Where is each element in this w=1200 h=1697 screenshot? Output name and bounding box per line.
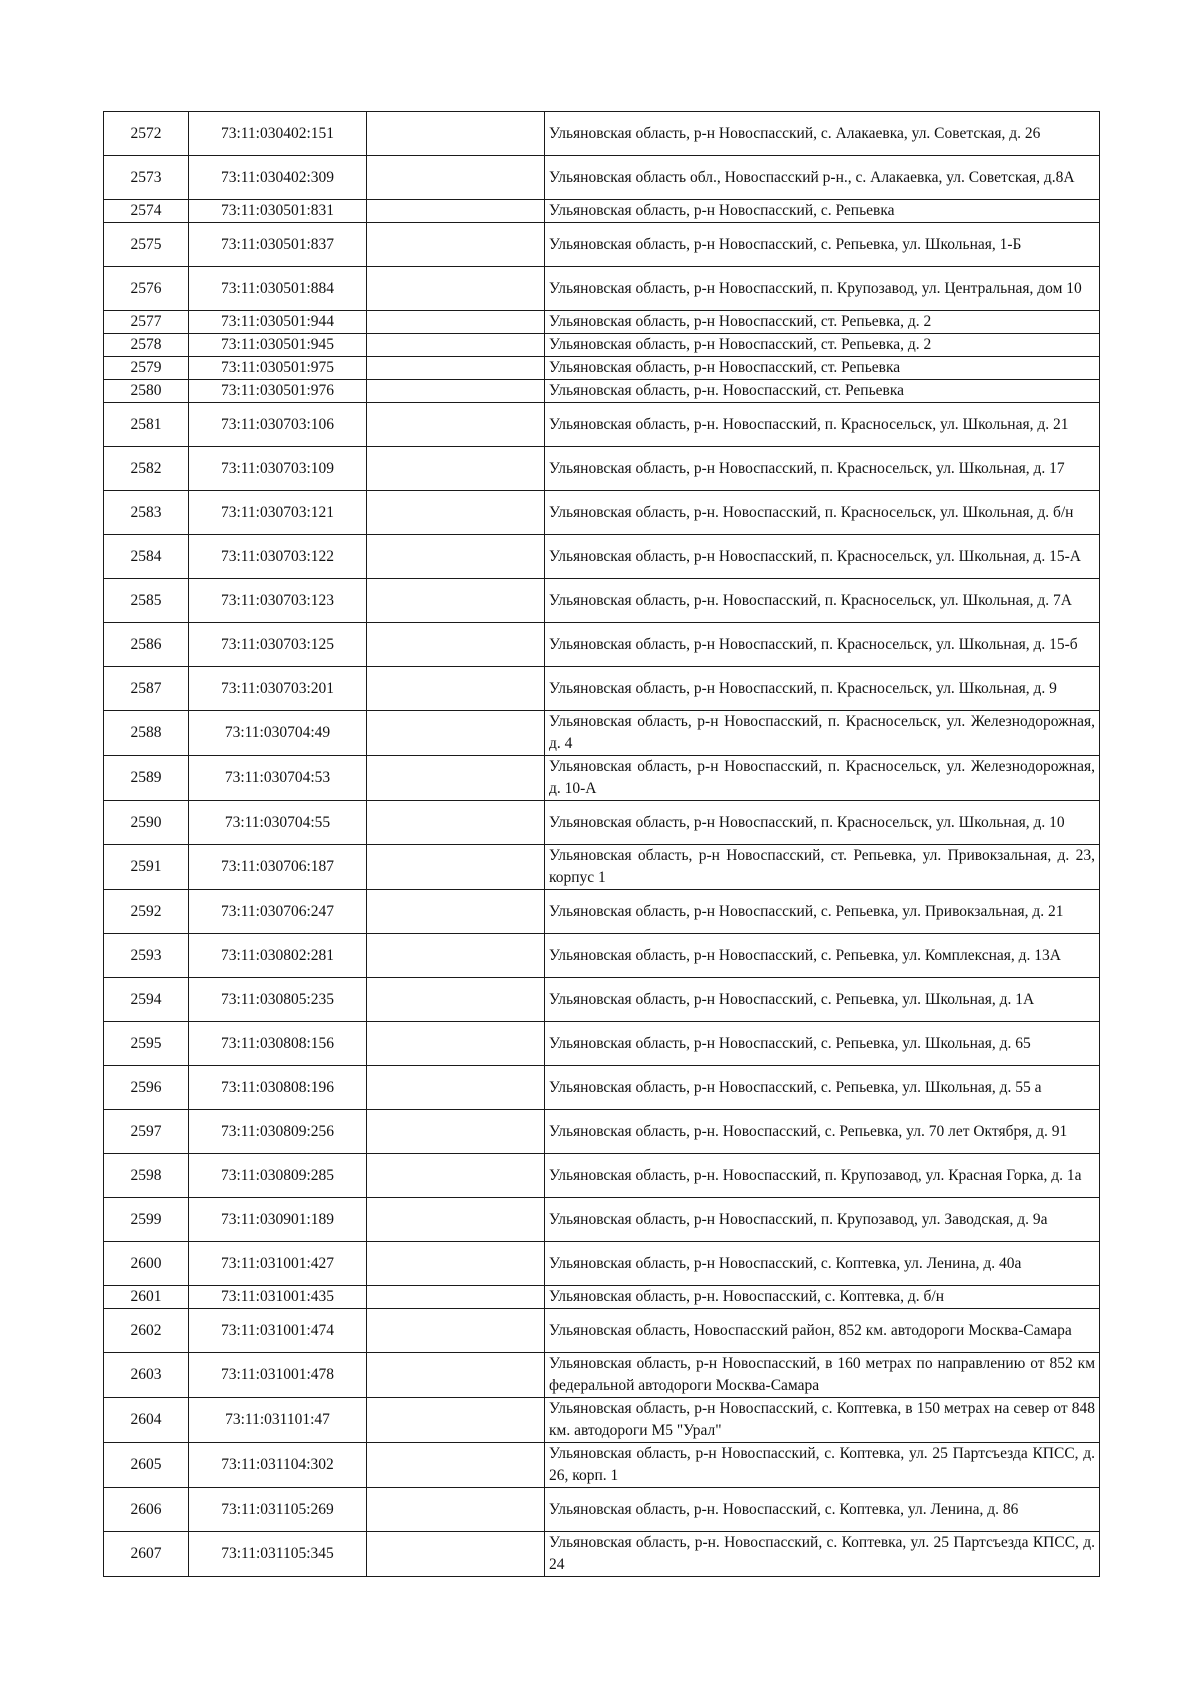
row-number-cell: 2583 — [104, 491, 189, 535]
table-row — [104, 756, 1100, 801]
row-number-cell: 2580 — [104, 380, 189, 403]
row-number-cell: 2592 — [104, 890, 189, 934]
empty-cell — [367, 112, 545, 156]
table-row — [104, 623, 1100, 667]
address-cell: Ульяновская область, р-н Новоспасский, п. Крупозавод, ул. Заводская, д. 9а — [545, 1198, 1100, 1242]
empty-cell — [367, 447, 545, 491]
address-cell: Ульяновская область, р-н. Новоспасский, с. Коптевка, д. б/н — [545, 1286, 1100, 1309]
registry-table-body — [104, 112, 1100, 1577]
table-row — [104, 934, 1100, 978]
empty-cell — [367, 1353, 545, 1398]
row-number-cell: 2582 — [104, 447, 189, 491]
table-row — [104, 334, 1100, 357]
empty-cell — [367, 491, 545, 535]
empty-cell — [367, 334, 545, 357]
empty-cell — [367, 200, 545, 223]
cadastral-number-cell: 73:11:030805:235 — [189, 978, 367, 1022]
table-row — [104, 1198, 1100, 1242]
table-row — [104, 403, 1100, 447]
address-cell: Ульяновская область, р-н Новоспасский, п. Красносельск, ул. Школьная, д. 15-б — [545, 623, 1100, 667]
address-cell: Ульяновская область, р-н. Новоспасский, с. Репьевка, ул. 70 лет Октября, д. 91 — [545, 1110, 1100, 1154]
cadastral-number-cell: 73:11:030703:122 — [189, 535, 367, 579]
address-cell: Ульяновская область, р-н Новоспасский, ст. Репьевка — [545, 357, 1100, 380]
table-row — [104, 1443, 1100, 1488]
row-number-cell: 2575 — [104, 223, 189, 267]
cadastral-number-cell: 73:11:030802:281 — [189, 934, 367, 978]
cadastral-number-cell: 73:11:030703:201 — [189, 667, 367, 711]
table-row — [104, 579, 1100, 623]
address-cell: Ульяновская область, р-н Новоспасский, с. Репьевка, ул. Школьная, 1-Б — [545, 223, 1100, 267]
table-row — [104, 1242, 1100, 1286]
table-row — [104, 1309, 1100, 1353]
row-number-cell: 2574 — [104, 200, 189, 223]
row-number-cell: 2599 — [104, 1198, 189, 1242]
table-row — [104, 1353, 1100, 1398]
row-number-cell: 2594 — [104, 978, 189, 1022]
table-row — [104, 535, 1100, 579]
empty-cell — [367, 1443, 545, 1488]
table-row — [104, 112, 1100, 156]
empty-cell — [367, 1110, 545, 1154]
table-row — [104, 845, 1100, 890]
row-number-cell: 2596 — [104, 1066, 189, 1110]
cadastral-number-cell: 73:11:031101:47 — [189, 1398, 367, 1443]
empty-cell — [367, 403, 545, 447]
table-row — [104, 1488, 1100, 1532]
row-number-cell: 2586 — [104, 623, 189, 667]
address-cell: Ульяновская область, р-н Новоспасский, с. Коптевка, ул. Ленина, д. 40а — [545, 1242, 1100, 1286]
address-cell: Ульяновская область, р-н. Новоспасский, с. Коптевка, ул. 25 Партсъезда КПСС, д. 24 — [545, 1532, 1100, 1577]
row-number-cell: 2585 — [104, 579, 189, 623]
cadastral-number-cell: 73:11:030402:309 — [189, 156, 367, 200]
table-row — [104, 357, 1100, 380]
empty-cell — [367, 756, 545, 801]
table-row — [104, 311, 1100, 334]
cadastral-number-cell: 73:11:030704:55 — [189, 801, 367, 845]
address-cell: Ульяновская область обл., Новоспасский р-н., с. Алакаевка, ул. Советская, д.8А — [545, 156, 1100, 200]
cadastral-number-cell: 73:11:030703:106 — [189, 403, 367, 447]
cadastral-number-cell: 73:11:030501:837 — [189, 223, 367, 267]
address-cell: Ульяновская область, р-н Новоспасский, ст. Репьевка, д. 2 — [545, 311, 1100, 334]
row-number-cell: 2593 — [104, 934, 189, 978]
address-cell: Ульяновская область, р-н Новоспасский, ст. Репьевка, ул. Привокзальная, д. 23, корпус 1 — [545, 845, 1100, 890]
table-row — [104, 156, 1100, 200]
row-number-cell: 2578 — [104, 334, 189, 357]
cadastral-number-cell: 73:11:031104:302 — [189, 1443, 367, 1488]
address-cell: Ульяновская область, р-н Новоспасский, п. Красносельск, ул. Школьная, д. 9 — [545, 667, 1100, 711]
cadastral-number-cell: 73:11:030808:156 — [189, 1022, 367, 1066]
address-cell: Ульяновская область, Новоспасский район, 852 км. автодороги Москва-Самара — [545, 1309, 1100, 1353]
empty-cell — [367, 380, 545, 403]
cadastral-number-cell: 73:11:030501:884 — [189, 267, 367, 311]
address-cell: Ульяновская область, р-н Новоспасский, с. Репьевка, ул. Школьная, д. 65 — [545, 1022, 1100, 1066]
row-number-cell: 2572 — [104, 112, 189, 156]
table-row — [104, 380, 1100, 403]
empty-cell — [367, 579, 545, 623]
cadastral-number-cell: 73:11:030703:123 — [189, 579, 367, 623]
cadastral-number-cell: 73:11:031001:478 — [189, 1353, 367, 1398]
empty-cell — [367, 156, 545, 200]
table-row — [104, 267, 1100, 311]
address-cell: Ульяновская область, р-н. Новоспасский, ст. Репьевка — [545, 380, 1100, 403]
cadastral-number-cell: 73:11:030704:49 — [189, 711, 367, 756]
cadastral-number-cell: 73:11:030706:247 — [189, 890, 367, 934]
cadastral-number-cell: 73:11:030706:187 — [189, 845, 367, 890]
row-number-cell: 2590 — [104, 801, 189, 845]
address-cell: Ульяновская область, р-н Новоспасский, с. Коптевка, ул. 25 Партсъезда КПСС, д. 26, корп. 1 — [545, 1443, 1100, 1488]
cadastral-number-cell: 73:11:030402:151 — [189, 112, 367, 156]
address-cell: Ульяновская область, р-н Новоспасский, с. Коптевка, в 150 метрах на север от 848 км. автодороги М5 "Урал" — [545, 1398, 1100, 1443]
address-cell: Ульяновская область, р-н Новоспасский, п. Красносельск, ул. Школьная, д. 15-А — [545, 535, 1100, 579]
address-cell: Ульяновская область, р-н Новоспасский, п. Красносельск, ул. Школьная, д. 10 — [545, 801, 1100, 845]
table-row — [104, 1154, 1100, 1198]
address-cell: Ульяновская область, р-н Новоспасский, ст. Репьевка, д. 2 — [545, 334, 1100, 357]
empty-cell — [367, 535, 545, 579]
table-row — [104, 1066, 1100, 1110]
table-row — [104, 890, 1100, 934]
row-number-cell: 2579 — [104, 357, 189, 380]
empty-cell — [367, 357, 545, 380]
cadastral-number-cell: 73:11:031001:427 — [189, 1242, 367, 1286]
address-cell: Ульяновская область, р-н. Новоспасский, п. Красносельск, ул. Школьная, д. 7А — [545, 579, 1100, 623]
address-cell: Ульяновская область, р-н Новоспасский, в 160 метрах по направлению от 852 км федеральной автодороги Москва-Самара — [545, 1353, 1100, 1398]
table-row — [104, 1286, 1100, 1309]
table-row — [104, 1110, 1100, 1154]
address-cell: Ульяновская область, р-н Новоспасский, с. Алакаевка, ул. Советская, д. 26 — [545, 112, 1100, 156]
row-number-cell: 2606 — [104, 1488, 189, 1532]
row-number-cell: 2595 — [104, 1022, 189, 1066]
row-number-cell: 2576 — [104, 267, 189, 311]
row-number-cell: 2573 — [104, 156, 189, 200]
empty-cell — [367, 1066, 545, 1110]
cadastral-number-cell: 73:11:030501:976 — [189, 380, 367, 403]
empty-cell — [367, 1309, 545, 1353]
row-number-cell: 2605 — [104, 1443, 189, 1488]
row-number-cell: 2598 — [104, 1154, 189, 1198]
empty-cell — [367, 1286, 545, 1309]
cadastral-number-cell: 73:11:031001:474 — [189, 1309, 367, 1353]
cadastral-number-cell: 73:11:030704:53 — [189, 756, 367, 801]
registry-table — [103, 111, 1100, 1577]
cadastral-number-cell: 73:11:031001:435 — [189, 1286, 367, 1309]
cadastral-number-cell: 73:11:030501:831 — [189, 200, 367, 223]
row-number-cell: 2600 — [104, 1242, 189, 1286]
row-number-cell: 2591 — [104, 845, 189, 890]
empty-cell — [367, 1398, 545, 1443]
empty-cell — [367, 845, 545, 890]
address-cell: Ульяновская область, р-н Новоспасский, п. Крупозавод, ул. Центральная, дом 10 — [545, 267, 1100, 311]
empty-cell — [367, 801, 545, 845]
cadastral-number-cell: 73:11:031105:345 — [189, 1532, 367, 1577]
address-cell: Ульяновская область, р-н Новоспасский, п. Красносельск, ул. Железнодорожная, д. 4 — [545, 711, 1100, 756]
address-cell: Ульяновская область, р-н. Новоспасский, п. Красносельск, ул. Школьная, д. 21 — [545, 403, 1100, 447]
address-cell: Ульяновская область, р-н Новоспасский, с. Репьевка, ул. Школьная, д. 1А — [545, 978, 1100, 1022]
address-cell: Ульяновская область, р-н. Новоспасский, с. Коптевка, ул. Ленина, д. 86 — [545, 1488, 1100, 1532]
row-number-cell: 2581 — [104, 403, 189, 447]
row-number-cell: 2587 — [104, 667, 189, 711]
empty-cell — [367, 978, 545, 1022]
row-number-cell: 2588 — [104, 711, 189, 756]
empty-cell — [367, 711, 545, 756]
table-row — [104, 711, 1100, 756]
row-number-cell: 2602 — [104, 1309, 189, 1353]
empty-cell — [367, 667, 545, 711]
empty-cell — [367, 1532, 545, 1577]
row-number-cell: 2597 — [104, 1110, 189, 1154]
cadastral-number-cell: 73:11:030809:285 — [189, 1154, 367, 1198]
cadastral-number-cell: 73:11:030703:121 — [189, 491, 367, 535]
cadastral-number-cell: 73:11:031105:269 — [189, 1488, 367, 1532]
cadastral-number-cell: 73:11:030901:189 — [189, 1198, 367, 1242]
cadastral-number-cell: 73:11:030501:975 — [189, 357, 367, 380]
row-number-cell: 2577 — [104, 311, 189, 334]
table-row — [104, 223, 1100, 267]
table-row — [104, 1022, 1100, 1066]
empty-cell — [367, 1242, 545, 1286]
row-number-cell: 2604 — [104, 1398, 189, 1443]
empty-cell — [367, 311, 545, 334]
empty-cell — [367, 223, 545, 267]
empty-cell — [367, 1022, 545, 1066]
address-cell: Ульяновская область, р-н Новоспасский, п. Красносельск, ул. Школьная, д. 17 — [545, 447, 1100, 491]
row-number-cell: 2589 — [104, 756, 189, 801]
cadastral-number-cell: 73:11:030501:944 — [189, 311, 367, 334]
table-row — [104, 491, 1100, 535]
row-number-cell: 2584 — [104, 535, 189, 579]
address-cell: Ульяновская область, р-н. Новоспасский, п. Красносельск, ул. Школьная, д. б/н — [545, 491, 1100, 535]
table-row — [104, 1532, 1100, 1577]
cadastral-number-cell: 73:11:030808:196 — [189, 1066, 367, 1110]
address-cell: Ульяновская область, р-н Новоспасский, с. Репьевка — [545, 200, 1100, 223]
cadastral-number-cell: 73:11:030703:125 — [189, 623, 367, 667]
table-row — [104, 978, 1100, 1022]
empty-cell — [367, 890, 545, 934]
row-number-cell: 2607 — [104, 1532, 189, 1577]
empty-cell — [367, 1198, 545, 1242]
empty-cell — [367, 1154, 545, 1198]
address-cell: Ульяновская область, р-н Новоспасский, с. Репьевка, ул. Привокзальная, д. 21 — [545, 890, 1100, 934]
table-row — [104, 667, 1100, 711]
address-cell: Ульяновская область, р-н. Новоспасский, п. Крупозавод, ул. Красная Горка, д. 1а — [545, 1154, 1100, 1198]
address-cell: Ульяновская область, р-н Новоспасский, п. Красносельск, ул. Железнодорожная, д. 10-А — [545, 756, 1100, 801]
empty-cell — [367, 267, 545, 311]
address-cell: Ульяновская область, р-н Новоспасский, с. Репьевка, ул. Комплексная, д. 13А — [545, 934, 1100, 978]
table-row — [104, 447, 1100, 491]
cadastral-number-cell: 73:11:030809:256 — [189, 1110, 367, 1154]
empty-cell — [367, 934, 545, 978]
cadastral-number-cell: 73:11:030501:945 — [189, 334, 367, 357]
table-row — [104, 1398, 1100, 1443]
row-number-cell: 2601 — [104, 1286, 189, 1309]
address-cell: Ульяновская область, р-н Новоспасский, с. Репьевка, ул. Школьная, д. 55 а — [545, 1066, 1100, 1110]
table-row — [104, 801, 1100, 845]
table-row — [104, 200, 1100, 223]
empty-cell — [367, 1488, 545, 1532]
row-number-cell: 2603 — [104, 1353, 189, 1398]
empty-cell — [367, 623, 545, 667]
cadastral-number-cell: 73:11:030703:109 — [189, 447, 367, 491]
